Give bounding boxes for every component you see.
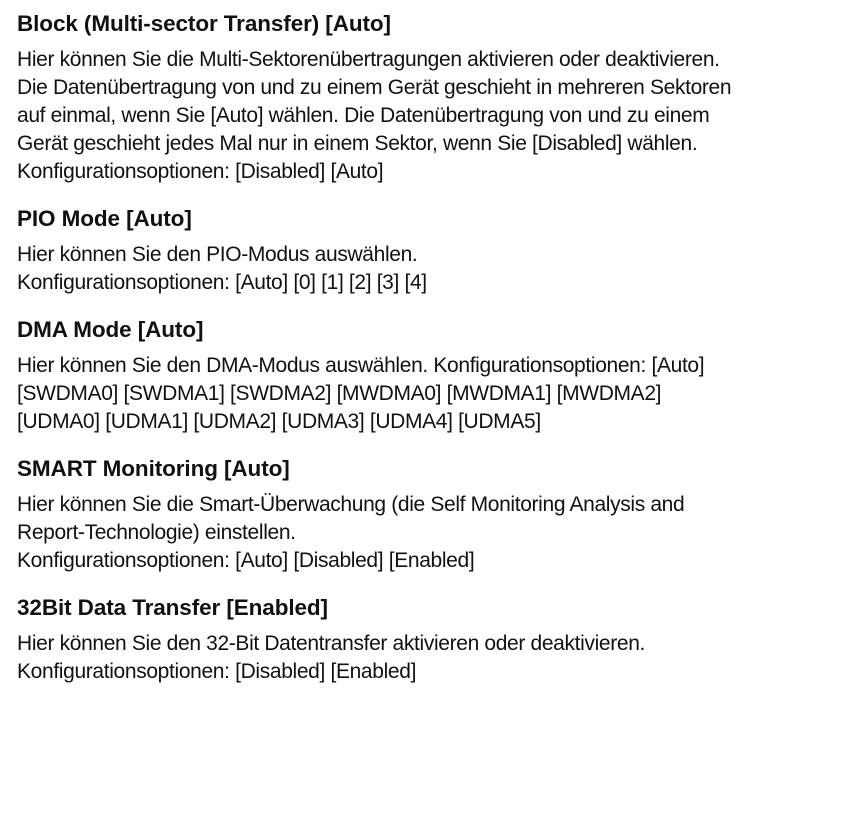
body-line: Gerät geschieht jedes Mal nur in einem Sektor, wenn Sie [Disabled] wählen.: [17, 132, 698, 155]
body-line: Hier können Sie die Smart-Überwachung (die Self Monitoring Analysis and: [17, 493, 685, 516]
section-body: [17, 241, 847, 297]
section-smart-monitoring: [17, 453, 847, 575]
body-line: Hier können Sie den 32-Bit Datentransfer aktivieren oder deaktivieren.: [17, 632, 646, 655]
section-dma-mode: [17, 314, 847, 436]
section-32bit-data-transfer: [17, 592, 847, 686]
section-body: [17, 352, 847, 436]
body-line: Hier können Sie den DMA-Modus auswählen. Konfigurationsoptionen: [Auto]: [17, 354, 705, 377]
section-block-multi-sector-transfer: [17, 8, 847, 186]
body-line: Hier können Sie die Multi-Sektorenübertragungen aktivieren oder deaktivieren.: [17, 48, 720, 71]
section-body: [17, 630, 847, 686]
body-line: Die Datenübertragung von und zu einem Gerät geschieht in mehreren Sektoren: [17, 76, 732, 99]
config-options-line: Konfigurationsoptionen: [Auto] [Disabled] [Enabled]: [17, 549, 475, 572]
section-pio-mode: [17, 203, 847, 297]
section-title: PIO Mode [Auto]: [17, 206, 192, 231]
section-title: 32Bit Data Transfer [Enabled]: [17, 595, 328, 620]
section-title: SMART Monitoring [Auto]: [17, 456, 290, 481]
section-body: [17, 46, 847, 186]
config-options-line: Konfigurationsoptionen: [Auto] [0] [1] [2] [3] [4]: [17, 271, 427, 294]
section-title: Block (Multi-sector Transfer) [Auto]: [17, 11, 391, 36]
manual-page: [17, 8, 847, 703]
section-body: [17, 491, 847, 575]
body-line: Report-Technologie) einstellen.: [17, 521, 296, 544]
body-line: auf einmal, wenn Sie [Auto] wählen. Die Datenübertragung von und zu einem: [17, 104, 710, 127]
config-options-line: Konfigurationsoptionen: [Disabled] [Enabled]: [17, 660, 417, 683]
section-title: DMA Mode [Auto]: [17, 317, 204, 342]
config-options-line: Konfigurationsoptionen: [Disabled] [Auto]: [17, 160, 384, 183]
body-line: Hier können Sie den PIO-Modus auswählen.: [17, 243, 418, 266]
config-options-line: [SWDMA0] [SWDMA1] [SWDMA2] [MWDMA0] [MWDMA1] [MWDMA2]: [17, 382, 662, 405]
config-options-line: [UDMA0] [UDMA1] [UDMA2] [UDMA3] [UDMA4] [UDMA5]: [17, 410, 541, 433]
